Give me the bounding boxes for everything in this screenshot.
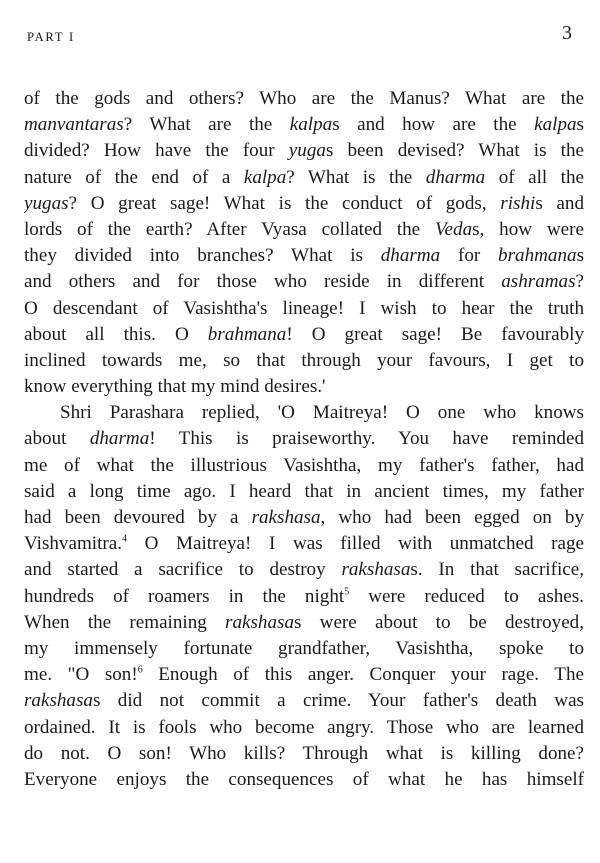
text-line: [24, 715, 584, 741]
text-line: [24, 636, 584, 662]
text-line: [24, 296, 584, 322]
text-segment: s been devised? What is the: [325, 140, 584, 162]
text-segment: s and: [535, 192, 584, 214]
text-segment: said a long time ago. I heard that in ancient times, my father: [24, 480, 584, 502]
text-line: [24, 217, 584, 243]
running-header: [27, 22, 572, 48]
text-segment: of the gods and others? Who are the Manus? What are the: [24, 88, 584, 109]
italic-term: yuga: [288, 140, 326, 162]
text-segment: ? O great sage! What is the conduct of gods,: [68, 192, 501, 214]
italic-term: rakshasa: [225, 611, 294, 633]
text-line: [24, 191, 584, 217]
text-segment: about: [24, 428, 90, 450]
text-line: [24, 531, 584, 557]
text-line: [24, 243, 584, 269]
italic-term: rakshasa: [24, 690, 93, 712]
italic-term: rakshasa: [251, 507, 321, 528]
text-segment: O Maitreya! I was filled with unmatched rage: [127, 533, 584, 555]
text-segment: about all this. O: [24, 323, 208, 345]
text-segment: hundreds of roamers in the night: [24, 585, 345, 607]
italic-term: brahmana: [498, 245, 577, 267]
text-segment: ?: [575, 271, 584, 293]
text-segment: my immensely fortunate grandfather, Vasishtha, spoke to: [24, 637, 584, 659]
text-segment: divided? How have the four: [24, 140, 289, 162]
text-line: [24, 374, 584, 400]
italic-term: brahmana: [207, 323, 287, 345]
text-segment: s were about to be destroyed,: [294, 611, 584, 633]
text-segment: s did not commit a crime. Your father's death was: [92, 690, 584, 712]
italic-term: dharma: [380, 245, 441, 267]
text-segment: and started a sacrifice to destroy: [24, 559, 342, 581]
text-segment: ? What is the: [286, 166, 426, 188]
italic-term: dharma: [425, 166, 486, 188]
text-segment: me. "O son!: [24, 664, 138, 686]
text-line: [24, 479, 584, 505]
text-segment: O descendant of Vasishtha's lineage! I wish to hear the truth: [24, 297, 584, 319]
italic-term: kalpa: [289, 114, 333, 136]
body-text: [24, 86, 584, 793]
text-segment: Vishvamitra.: [24, 533, 123, 555]
text-segment: Everyone enjoys the consequences of what he has himself: [24, 768, 584, 790]
text-segment: me of what the illustrious Vasishtha, my father's father, had: [24, 454, 584, 476]
italic-term: yugas: [24, 192, 69, 214]
text-line: [24, 453, 584, 479]
text-line: [24, 505, 584, 531]
text-segment: ! This is praiseworthy. You have reminded: [149, 428, 584, 450]
text-line: [24, 662, 584, 688]
running-head-part: PART I: [27, 30, 75, 44]
footnote-marker: 5: [344, 586, 350, 598]
text-segment: had been devoured by a: [24, 507, 252, 528]
italic-term: manvantaras: [24, 114, 124, 136]
text-segment: s. In that sacrifice,: [410, 559, 584, 581]
text-segment: were reduced to ashes.: [349, 585, 584, 607]
italic-term: rakshasa: [341, 559, 411, 581]
text-segment: and others and for those who reside in different: [24, 271, 502, 293]
text-segment: When the remaining: [24, 611, 226, 633]
text-line: [24, 269, 584, 295]
italic-term: rishi: [500, 192, 536, 214]
text-segment: they divided into branches? What is: [24, 245, 381, 267]
text-line: [24, 112, 584, 138]
footnote-marker: 6: [137, 664, 143, 676]
text-line: [24, 741, 584, 767]
text-line: [24, 400, 584, 426]
text-line: [24, 138, 584, 164]
text-line: [24, 165, 584, 191]
italic-term: dharma: [89, 428, 150, 450]
text-segment: Enough of this anger. Conquer your rage. The: [142, 664, 584, 686]
text-segment: lords of the earth? After Vyasa collated the: [24, 218, 435, 240]
text-segment: of all the: [485, 166, 584, 188]
text-line: [24, 584, 584, 610]
text-segment: nature of the end of a: [24, 166, 244, 188]
italic-term: Veda: [435, 218, 473, 240]
text-segment: for: [440, 245, 499, 267]
text-segment: ordained. It is fools who become angry. Those who are learned: [24, 716, 584, 738]
text-segment: s: [576, 114, 584, 136]
text-segment: s: [576, 245, 584, 267]
text-line: [24, 86, 584, 112]
text-line: [24, 688, 584, 714]
text-segment: ! O great sage! Be favourably: [286, 323, 584, 345]
page-number: 3: [562, 22, 572, 44]
text-line: [24, 348, 584, 374]
text-segment: know everything that my mind desires.': [24, 376, 326, 398]
text-segment: Shri Parashara replied, 'O Maitreya! O one who knows: [60, 402, 584, 424]
text-segment: s, how were: [472, 218, 584, 240]
text-segment: do not. O son! Who kills? Through what is killing done?: [24, 742, 584, 764]
text-line: [24, 426, 584, 452]
text-segment: ? What are the: [123, 114, 290, 136]
text-segment: inclined towards me, so that through your favours, I get to: [24, 349, 584, 371]
text-line: [24, 322, 584, 348]
text-segment: , who had been egged on by: [320, 507, 584, 528]
italic-term: kalpa: [243, 166, 287, 188]
text-line: [24, 557, 584, 583]
text-line: [24, 767, 584, 793]
text-line: [24, 610, 584, 636]
footnote-marker: 4: [122, 533, 128, 545]
text-segment: s and how are the: [332, 114, 535, 136]
italic-term: kalpa: [534, 114, 577, 136]
italic-term: ashramas: [501, 271, 576, 293]
